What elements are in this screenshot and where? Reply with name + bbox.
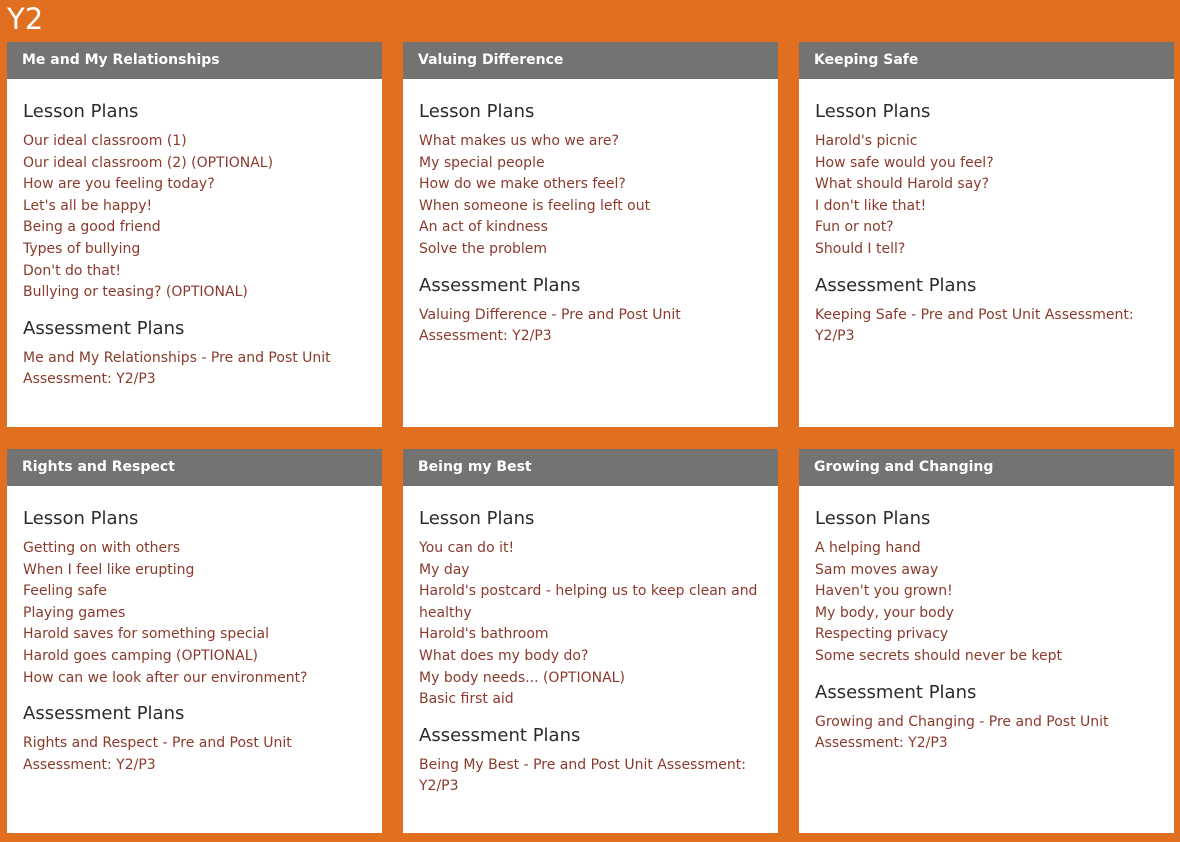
unit-card-title: Rights and Respect	[7, 449, 382, 486]
lesson-plans-heading: Lesson Plans	[815, 101, 931, 122]
unit-card-title: Valuing Difference	[403, 42, 778, 79]
lesson-plans-heading: Lesson Plans	[815, 508, 931, 529]
unit-card-title: Me and My Relationships	[7, 42, 382, 79]
assessment-plans-heading: Assessment Plans	[815, 274, 977, 296]
unit-card-body	[799, 79, 1174, 348]
unit-card-body	[7, 79, 382, 391]
lesson-link[interactable]: Harold's postcard - helping us to keep clean and healthy	[419, 583, 758, 621]
lesson-link[interactable]: When I feel like erupting	[23, 561, 195, 578]
assessment-list	[23, 348, 366, 391]
assessment-plans-heading: Assessment Plans	[23, 317, 185, 339]
lesson-link[interactable]: How do we make others feel?	[419, 176, 626, 193]
lesson-link[interactable]: A helping hand	[815, 540, 921, 556]
unit-grid	[7, 42, 1174, 833]
lesson-link[interactable]: How can we look after our environment?	[23, 669, 308, 686]
lesson-link[interactable]: Haven't you grown!	[815, 583, 953, 600]
lesson-plans-heading: Lesson Plans	[419, 101, 535, 122]
lesson-link[interactable]: Our ideal classroom (1)	[23, 133, 187, 149]
lesson-link[interactable]: Feeling safe	[23, 583, 107, 600]
page-title: Y2	[7, 2, 44, 36]
lesson-link[interactable]: My special people	[419, 154, 545, 171]
assessment-list	[419, 305, 762, 348]
assessment-link[interactable]: Growing and Changing - Pre and Post Unit Assessment: Y2/P3	[815, 713, 1109, 752]
assessment-list	[815, 305, 1158, 348]
lesson-link[interactable]: An act of kindness	[419, 219, 548, 236]
unit-card-body	[7, 486, 382, 776]
lesson-list	[419, 538, 762, 711]
unit-card-me-and-my-relationships	[7, 42, 382, 427]
lesson-link[interactable]: What makes us who we are?	[419, 133, 619, 149]
assessment-plans-heading: Assessment Plans	[419, 274, 581, 296]
assessment-link[interactable]: Keeping Safe - Pre and Post Unit Assessment: Y2/P3	[815, 306, 1134, 345]
lesson-link[interactable]: Should I tell?	[815, 240, 906, 257]
lesson-link[interactable]: Don't do that!	[23, 262, 121, 279]
unit-card-growing-and-changing	[799, 449, 1174, 833]
unit-card-title: Being my Best	[403, 449, 778, 486]
unit-card-body	[799, 486, 1174, 755]
lesson-list	[815, 538, 1158, 668]
assessment-link[interactable]: Valuing Difference - Pre and Post Unit Assessment: Y2/P3	[419, 306, 681, 345]
lesson-link[interactable]: Getting on with others	[23, 540, 181, 556]
lesson-link[interactable]: Solve the problem	[419, 240, 548, 257]
unit-card-keeping-safe	[799, 42, 1174, 427]
lesson-link[interactable]: How safe would you feel?	[815, 154, 994, 171]
assessment-link[interactable]: Being My Best - Pre and Post Unit Assessment: Y2/P3	[419, 756, 746, 795]
lesson-link[interactable]: Some secrets should never be kept	[815, 647, 1063, 664]
unit-card-being-my-best	[403, 449, 778, 833]
lesson-link[interactable]: Bullying or teasing? (OPTIONAL)	[23, 284, 248, 301]
lesson-link[interactable]: Our ideal classroom (2) (OPTIONAL)	[23, 154, 274, 171]
lesson-link[interactable]: Basic first aid	[419, 691, 514, 708]
assessment-list	[419, 755, 762, 798]
lesson-link[interactable]: Harold's picnic	[815, 133, 918, 149]
unit-card-rights-and-respect	[7, 449, 382, 833]
lesson-link[interactable]: My body needs... (OPTIONAL)	[419, 669, 625, 686]
lesson-link[interactable]: You can do it!	[419, 540, 515, 556]
lesson-link[interactable]: Respecting privacy	[815, 626, 949, 643]
unit-card-title: Growing and Changing	[799, 449, 1174, 486]
assessment-link[interactable]: Rights and Respect - Pre and Post Unit Assessment: Y2/P3	[23, 735, 292, 773]
lesson-link[interactable]: What does my body do?	[419, 647, 589, 664]
lesson-link[interactable]: How are you feeling today?	[23, 176, 215, 193]
lesson-link[interactable]: Sam moves away	[815, 561, 939, 578]
lesson-plans-heading: Lesson Plans	[23, 508, 139, 529]
unit-card-valuing-difference	[403, 42, 778, 427]
lesson-list	[23, 131, 366, 304]
unit-card-body	[403, 486, 778, 798]
lesson-link[interactable]: I don't like that!	[815, 197, 927, 214]
assessment-plans-heading: Assessment Plans	[23, 703, 185, 725]
lesson-list	[419, 131, 762, 261]
assessment-plans-heading: Assessment Plans	[815, 681, 977, 703]
lesson-list	[815, 131, 1158, 261]
lesson-link[interactable]: Let's all be happy!	[23, 197, 153, 214]
lesson-list	[23, 538, 366, 689]
lesson-link[interactable]: Harold goes camping (OPTIONAL)	[23, 647, 258, 664]
assessment-list	[815, 712, 1158, 755]
assessment-link[interactable]: Me and My Relationships - Pre and Post Unit Assessment: Y2/P3	[23, 349, 331, 388]
lesson-link[interactable]: My body, your body	[815, 604, 954, 621]
unit-card-body	[403, 79, 778, 348]
lesson-link[interactable]: When someone is feeling left out	[419, 197, 651, 214]
lesson-link[interactable]: Playing games	[23, 604, 126, 621]
lesson-link[interactable]: Being a good friend	[23, 219, 161, 236]
lesson-link[interactable]: Types of bullying	[23, 240, 141, 257]
lesson-link[interactable]: What should Harold say?	[815, 176, 990, 193]
assessment-list	[23, 733, 366, 776]
assessment-plans-heading: Assessment Plans	[419, 724, 581, 746]
lesson-plans-heading: Lesson Plans	[419, 508, 535, 529]
lesson-link[interactable]: Harold's bathroom	[419, 626, 549, 643]
lesson-link[interactable]: Harold saves for something special	[23, 626, 269, 643]
lesson-link[interactable]: Fun or not?	[815, 219, 894, 236]
lesson-link[interactable]: My day	[419, 561, 470, 578]
lesson-plans-heading: Lesson Plans	[23, 101, 139, 122]
unit-card-title: Keeping Safe	[799, 42, 1174, 79]
